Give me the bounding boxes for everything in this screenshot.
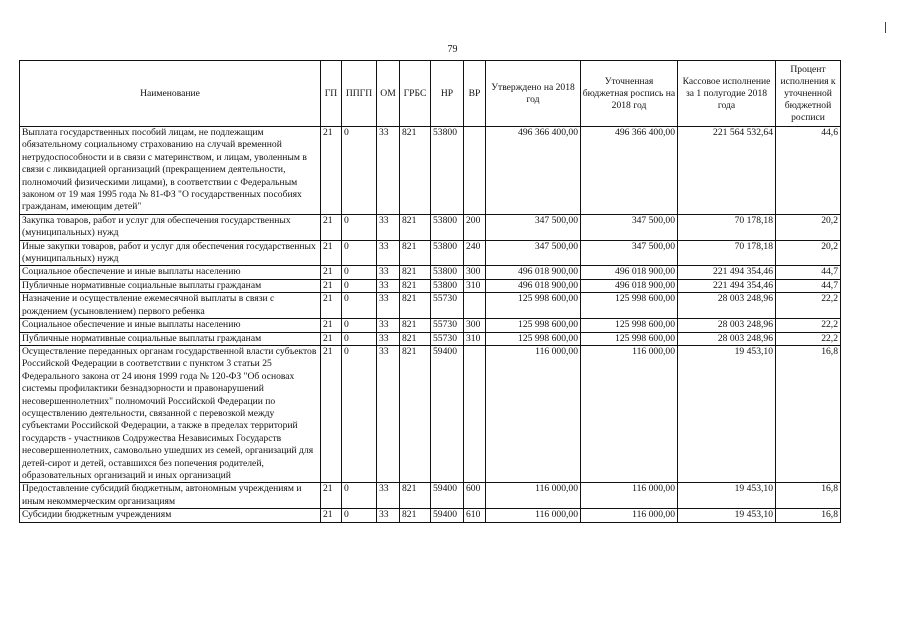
cell-approved: 125 998 600,00 (486, 293, 581, 319)
cell-np: 53800 (431, 240, 464, 266)
cell-ppgp: 0 (342, 240, 377, 266)
table-row (20, 240, 841, 266)
cell-approved: 116 000,00 (486, 509, 581, 522)
header-om: ОМ (377, 61, 400, 127)
header-np: НР (431, 61, 464, 127)
cell-ppgp: 0 (342, 266, 377, 279)
table-row (20, 345, 841, 482)
cell-np: 53800 (431, 214, 464, 240)
cell-ppgp: 0 (342, 127, 377, 215)
cell-om: 33 (377, 319, 400, 332)
cell-cash: 19 453,10 (678, 345, 776, 482)
cell-gp: 21 (321, 483, 342, 509)
cell-om: 33 (377, 266, 400, 279)
cell-name: Субсидии бюджетным учреждениям (20, 509, 321, 522)
cell-approved: 347 500,00 (486, 214, 581, 240)
cell-gp: 21 (321, 332, 342, 345)
cell-ppgp: 0 (342, 332, 377, 345)
cell-om: 33 (377, 279, 400, 292)
cell-np: 59400 (431, 483, 464, 509)
cell-percent: 22,2 (776, 293, 841, 319)
cell-cash: 70 178,18 (678, 214, 776, 240)
cell-np: 55730 (431, 293, 464, 319)
cell-percent: 20,2 (776, 240, 841, 266)
cell-gp: 21 (321, 266, 342, 279)
cell-refined: 496 018 900,00 (581, 266, 678, 279)
cell-name: Выплата государственных пособий лицам, не подлежащим обязательному социальному страхованию на случай временной нетрудоспособности и в связи с материнством, и лицам, уволенным в связи с ликвидацией организаций (прекращением деятельности, полномочий физическими лицами), в соответствии с Федеральным законом от 19 мая 1995 года № 81-ФЗ "О государственных пособиях гражданам, имеющим детей" (20, 127, 321, 215)
cell-approved: 496 018 900,00 (486, 279, 581, 292)
cell-np: 55730 (431, 332, 464, 345)
header-approved: Утверждено на 2018 год (486, 61, 581, 127)
table-row (20, 293, 841, 319)
cell-vr: 610 (464, 509, 486, 522)
cell-refined: 116 000,00 (581, 483, 678, 509)
cell-gp: 21 (321, 214, 342, 240)
cell-grbs: 821 (400, 483, 431, 509)
cell-vr: 240 (464, 240, 486, 266)
cell-ppgp: 0 (342, 483, 377, 509)
cell-ppgp: 0 (342, 214, 377, 240)
edge-mark (885, 22, 886, 33)
page-number: 79 (447, 44, 458, 55)
cell-refined: 116 000,00 (581, 509, 678, 522)
cell-approved: 125 998 600,00 (486, 319, 581, 332)
cell-approved: 496 366 400,00 (486, 127, 581, 215)
header-percent: Процент исполнения к уточненной бюджетной росписи (776, 61, 841, 127)
cell-om: 33 (377, 293, 400, 319)
cell-gp: 21 (321, 293, 342, 319)
cell-grbs: 821 (400, 240, 431, 266)
cell-grbs: 821 (400, 279, 431, 292)
cell-om: 33 (377, 214, 400, 240)
cell-om: 33 (377, 240, 400, 266)
cell-refined: 347 500,00 (581, 214, 678, 240)
cell-om: 33 (377, 332, 400, 345)
table-row (20, 214, 841, 240)
table-row (20, 509, 841, 522)
header-name: Наименование (20, 61, 321, 127)
cell-cash: 28 003 248,96 (678, 293, 776, 319)
cell-vr: 310 (464, 279, 486, 292)
cell-name: Назначение и осуществление ежемесячной выплаты в связи с рождением (усыновлением) первого ребенка (20, 293, 321, 319)
cell-grbs: 821 (400, 345, 431, 482)
cell-approved: 496 018 900,00 (486, 266, 581, 279)
cell-name: Иные закупки товаров, работ и услуг для обеспечения государственных (муниципальных) нужд (20, 240, 321, 266)
cell-cash: 19 453,10 (678, 483, 776, 509)
table-row (20, 319, 841, 332)
cell-vr (464, 127, 486, 215)
cell-np: 53800 (431, 266, 464, 279)
cell-ppgp: 0 (342, 279, 377, 292)
cell-om: 33 (377, 483, 400, 509)
cell-gp: 21 (321, 127, 342, 215)
cell-refined: 125 998 600,00 (581, 332, 678, 345)
cell-refined: 496 366 400,00 (581, 127, 678, 215)
cell-refined: 496 018 900,00 (581, 279, 678, 292)
cell-gp: 21 (321, 279, 342, 292)
cell-refined: 125 998 600,00 (581, 293, 678, 319)
cell-name: Публичные нормативные социальные выплаты гражданам (20, 332, 321, 345)
budget-table (19, 60, 841, 523)
cell-cash: 221 564 532,64 (678, 127, 776, 215)
cell-gp: 21 (321, 345, 342, 482)
cell-vr: 200 (464, 214, 486, 240)
cell-name: Социальное обеспечение и иные выплаты населению (20, 266, 321, 279)
table-row (20, 483, 841, 509)
cell-grbs: 821 (400, 332, 431, 345)
cell-percent: 20,2 (776, 214, 841, 240)
cell-refined: 347 500,00 (581, 240, 678, 266)
cell-om: 33 (377, 509, 400, 522)
table-header-row (20, 61, 841, 127)
header-vr: ВР (464, 61, 486, 127)
cell-ppgp: 0 (342, 319, 377, 332)
table-row (20, 279, 841, 292)
cell-ppgp: 0 (342, 509, 377, 522)
cell-refined: 116 000,00 (581, 345, 678, 482)
header-ppgp: ППГП (342, 61, 377, 127)
cell-percent: 44,6 (776, 127, 841, 215)
cell-cash: 19 453,10 (678, 509, 776, 522)
cell-grbs: 821 (400, 214, 431, 240)
table-body (20, 127, 841, 523)
cell-gp: 21 (321, 319, 342, 332)
cell-grbs: 821 (400, 319, 431, 332)
cell-approved: 116 000,00 (486, 483, 581, 509)
cell-approved: 116 000,00 (486, 345, 581, 482)
cell-name: Осуществление переданных органам государственной власти субъектов Российской Федерации в соответствии с пунктом 3 статьи 25 Федерального закона от 24 июня 1999 года № 120-ФЗ "Об основах системы профилактики безнадзорности и правонарушений несовершеннолетних" полномочий Российской Федерации по осуществлению деятельности, связанной с перевозкой между субъектами Российской Федерации, а также в пределах территорий государств - участников Содружества Независимых Государств несовершеннолетних, самовольно ушедших из семей, организаций для детей-сирот и детей, оставшихся без попечения родителей, образовательных организаций и иных организаций (20, 345, 321, 482)
cell-percent: 44,7 (776, 266, 841, 279)
table-row (20, 266, 841, 279)
cell-np: 53800 (431, 279, 464, 292)
cell-grbs: 821 (400, 266, 431, 279)
cell-grbs: 821 (400, 293, 431, 319)
cell-cash: 70 178,18 (678, 240, 776, 266)
cell-cash: 221 494 354,46 (678, 266, 776, 279)
cell-cash: 221 494 354,46 (678, 279, 776, 292)
cell-om: 33 (377, 127, 400, 215)
cell-ppgp: 0 (342, 293, 377, 319)
cell-refined: 125 998 600,00 (581, 319, 678, 332)
cell-name: Социальное обеспечение и иные выплаты населению (20, 319, 321, 332)
cell-grbs: 821 (400, 509, 431, 522)
cell-vr: 300 (464, 266, 486, 279)
cell-percent: 16,8 (776, 509, 841, 522)
cell-approved: 125 998 600,00 (486, 332, 581, 345)
cell-approved: 347 500,00 (486, 240, 581, 266)
cell-vr: 300 (464, 319, 486, 332)
cell-gp: 21 (321, 509, 342, 522)
cell-name: Закупка товаров, работ и услуг для обеспечения государственных (муниципальных) нужд (20, 214, 321, 240)
header-grbs: ГРБС (400, 61, 431, 127)
cell-cash: 28 003 248,96 (678, 319, 776, 332)
cell-cash: 28 003 248,96 (678, 332, 776, 345)
cell-om: 33 (377, 345, 400, 482)
cell-grbs: 821 (400, 127, 431, 215)
cell-gp: 21 (321, 240, 342, 266)
table-row (20, 332, 841, 345)
header-gp: ГП (321, 61, 342, 127)
cell-vr (464, 345, 486, 482)
table-row (20, 127, 841, 215)
cell-name: Публичные нормативные социальные выплаты гражданам (20, 279, 321, 292)
cell-name: Предоставление субсидий бюджетным, автономным учреждениям и иным некоммерческим организациям (20, 483, 321, 509)
cell-vr (464, 293, 486, 319)
cell-percent: 16,8 (776, 483, 841, 509)
cell-np: 55730 (431, 319, 464, 332)
cell-ppgp: 0 (342, 345, 377, 482)
cell-np: 53800 (431, 127, 464, 215)
cell-percent: 22,2 (776, 332, 841, 345)
cell-vr: 600 (464, 483, 486, 509)
header-cash: Кассовое исполнение за 1 полугодие 2018 года (678, 61, 776, 127)
cell-np: 59400 (431, 345, 464, 482)
cell-percent: 44,7 (776, 279, 841, 292)
cell-vr: 310 (464, 332, 486, 345)
cell-percent: 16,8 (776, 345, 841, 482)
cell-np: 59400 (431, 509, 464, 522)
header-refined: Уточненная бюджетная роспись на 2018 год (581, 61, 678, 127)
cell-percent: 22,2 (776, 319, 841, 332)
